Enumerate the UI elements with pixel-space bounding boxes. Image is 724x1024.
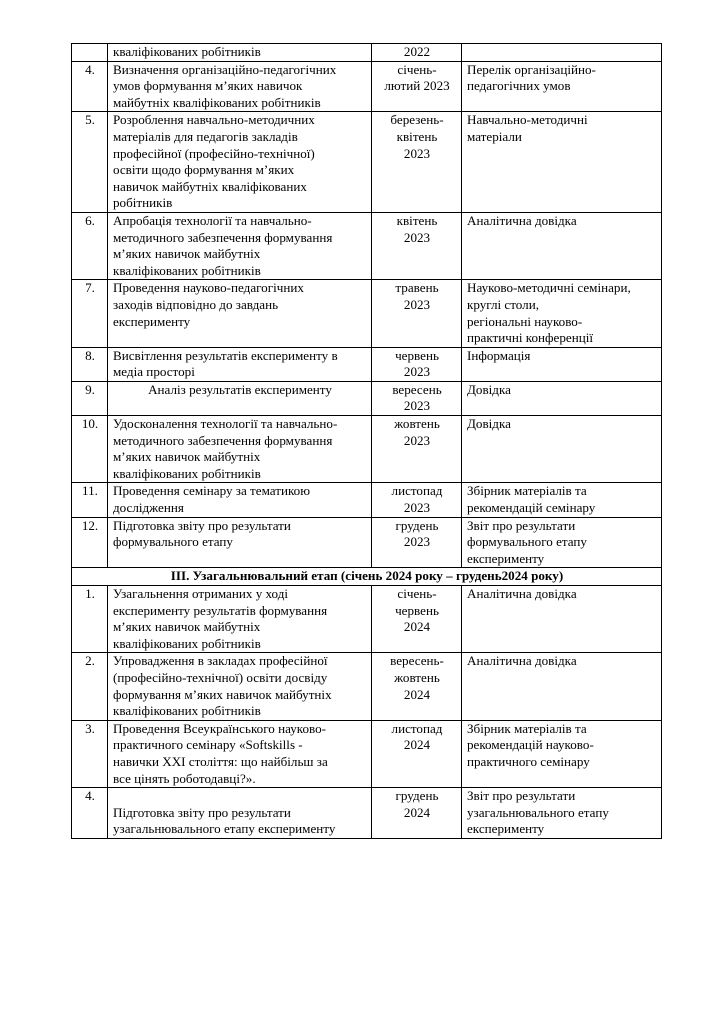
table-row — [72, 212, 662, 279]
task-description — [108, 112, 372, 213]
deadline — [372, 483, 462, 517]
task-description — [108, 720, 372, 787]
table-row — [72, 653, 662, 720]
task-description-text: Визначення організаційно-педагогічних умов формування м’яких навичок майбутніх кваліфікованих робітників — [113, 61, 337, 110]
row-number-text: 7. — [85, 280, 95, 296]
task-description — [108, 61, 372, 112]
expected-result — [462, 212, 662, 279]
row-number-text: 8. — [85, 347, 95, 363]
deadline-text: листопад 2024 — [391, 720, 443, 753]
row-number — [72, 517, 108, 568]
task-description — [108, 653, 372, 720]
deadline-text: листопад 2023 — [391, 483, 443, 516]
deadline-text: червень 2023 — [395, 347, 439, 380]
task-description — [108, 347, 372, 381]
deadline-text: вересень- жовтень 2024 — [390, 653, 444, 702]
task-description — [108, 280, 372, 347]
row-number-text: 1. — [85, 586, 95, 601]
row-number-text: 4. — [85, 61, 95, 77]
task-description-text: Проведення семінару за тематикою дослідження — [113, 483, 311, 516]
deadline — [372, 720, 462, 787]
row-number — [72, 586, 108, 653]
table-row — [72, 416, 662, 483]
deadline — [372, 517, 462, 568]
row-number — [72, 381, 108, 415]
row-number — [72, 280, 108, 347]
row-number — [72, 788, 108, 839]
row-number-text: 12. — [81, 517, 99, 533]
expected-result-text: Довідка — [467, 381, 511, 397]
task-description-text: Упровадження в закладах професійної (професійно-технічної) освіти досвіду формування м’яких навичок майбутніх кваліфікованих робітників — [113, 653, 332, 719]
row-number — [72, 347, 108, 381]
task-description-text: Удосконалення технології та навчально- методичного забезпечення формування м’яких навичок майбутніх кваліфікованих робітників — [113, 416, 338, 481]
table-row — [72, 44, 662, 62]
row-number — [72, 61, 108, 112]
deadline-text: січень- червень 2024 — [395, 586, 439, 635]
deadline-text: січень- лютий 2023 — [384, 61, 450, 94]
row-number — [72, 653, 108, 720]
expected-result — [462, 381, 662, 415]
deadline-text: березень- квітень 2023 — [390, 112, 444, 161]
expected-result — [462, 44, 662, 62]
expected-result-text: Навчально-методичні матеріали — [467, 112, 588, 144]
task-description — [108, 586, 372, 653]
task-description — [108, 212, 372, 279]
task-description-text: кваліфікованих робітників — [113, 44, 261, 59]
experiment-plan-table — [71, 43, 662, 839]
expected-result — [462, 61, 662, 112]
deadline — [372, 347, 462, 381]
table-row — [72, 381, 662, 415]
expected-result — [462, 586, 662, 653]
table-row — [72, 483, 662, 517]
deadline — [372, 788, 462, 839]
row-number-text: 11. — [82, 483, 98, 499]
expected-result — [462, 416, 662, 483]
task-description — [108, 788, 372, 839]
task-description-text: Розроблення навчально-методичних матеріалів для педагогів закладів професійної (професійно-технічної) освіти щодо формування м’яких навичок майбутніх кваліфікованих робітників — [113, 112, 315, 211]
expected-result-text: Перелік організаційно- педагогічних умов — [467, 61, 596, 94]
expected-result-text: Звіт про результати формувального етапу експерименту — [467, 517, 587, 566]
deadline — [372, 112, 462, 213]
row-number-text: 2. — [85, 653, 95, 669]
expected-result-text: Науково-методичні семінари, круглі столи, регіональні науково- практичні конференції — [467, 280, 631, 346]
row-number — [72, 44, 108, 62]
expected-result-text: Звіт про результати узагальнювального етапу експерименту — [467, 788, 609, 837]
task-description — [108, 517, 372, 568]
table-row — [72, 586, 662, 653]
deadline-text: травень 2023 — [395, 280, 439, 312]
row-number — [72, 720, 108, 787]
task-description-text: Апробація технології та навчально- методичного забезпечення формування м’яких навичок майбутніх кваліфікованих робітників — [113, 212, 333, 278]
table-row — [72, 280, 662, 347]
deadline — [372, 212, 462, 279]
task-description — [108, 381, 372, 415]
expected-result-text: Аналітична довідка — [467, 653, 577, 669]
expected-result — [462, 720, 662, 787]
task-description-text: Проведення Всеукраїнського науково- практичного семінару «Softskills - навички ХХІ століття: що найбільш за все цінять роботодавці?». — [113, 720, 328, 786]
deadline — [372, 280, 462, 347]
task-description-text: Проведення науково-педагогічних заходів відповідно до завдань експерименту — [113, 280, 304, 329]
deadline-text: вересень 2023 — [392, 381, 442, 414]
row-number — [72, 483, 108, 517]
row-number-text: 9. — [85, 381, 95, 397]
deadline-text: грудень 2023 — [395, 517, 439, 550]
deadline-text: грудень 2024 — [395, 788, 439, 820]
deadline — [372, 416, 462, 483]
deadline — [372, 381, 462, 415]
expected-result-text: Інформація — [467, 347, 531, 363]
expected-result — [462, 483, 662, 517]
expected-result — [462, 112, 662, 213]
row-number — [72, 112, 108, 213]
expected-result-text: Довідка — [467, 416, 511, 432]
expected-result-text: Аналітична довідка — [467, 586, 577, 601]
deadline-text: 2022 — [403, 44, 431, 59]
expected-result-text: Аналітична довідка — [467, 212, 577, 228]
table-row — [72, 347, 662, 381]
expected-result — [462, 517, 662, 568]
task-description-text: Підготовка звіту про результати узагальнювального етапу експерименту — [113, 804, 336, 837]
task-description — [108, 44, 372, 62]
deadline — [372, 586, 462, 653]
table-row — [72, 788, 662, 839]
expected-result-text: Збірник матеріалів та рекомендацій семінару — [467, 483, 596, 516]
table-row — [72, 112, 662, 213]
task-description — [108, 416, 372, 483]
row-number-text: 5. — [85, 112, 95, 128]
expected-result — [462, 280, 662, 347]
deadline — [372, 653, 462, 720]
task-description-text: Аналіз результатів експерименту — [148, 381, 332, 397]
task-description-text: Підготовка звіту про результати формувального етапу — [113, 517, 291, 550]
row-number-text: 10. — [81, 416, 99, 432]
expected-result-text: Збірник матеріалів та рекомендацій науково- практичного семінару — [467, 720, 594, 769]
row-number-text: 3. — [85, 720, 95, 736]
table-row — [72, 517, 662, 568]
table-row — [72, 61, 662, 112]
row-number — [72, 212, 108, 279]
deadline — [372, 61, 462, 112]
expected-result — [462, 788, 662, 839]
deadline-text: жовтень 2023 — [394, 416, 440, 448]
deadline-text: квітень 2023 — [396, 212, 438, 245]
task-description-text: Узагальнення отриманих у ході експерименту результатів формування м’яких навичок майбутніх кваліфікованих робітників — [113, 586, 328, 651]
stage-title: ІІІ. Узагальнювальний етап (січень 2024 року – грудень2024 року) — [72, 568, 662, 586]
expected-result — [462, 347, 662, 381]
task-description — [108, 483, 372, 517]
deadline — [372, 44, 462, 62]
task-description-text: Висвітлення результатів експерименту в медіа просторі — [113, 347, 338, 380]
stage-3-rows — [72, 586, 662, 839]
row-number-text: 4. — [85, 788, 95, 804]
row-number-text: 6. — [85, 212, 95, 228]
stage-header-row — [72, 568, 662, 586]
expected-result — [462, 653, 662, 720]
table-row — [72, 720, 662, 787]
stage-2-rows — [72, 44, 662, 568]
row-number — [72, 416, 108, 483]
